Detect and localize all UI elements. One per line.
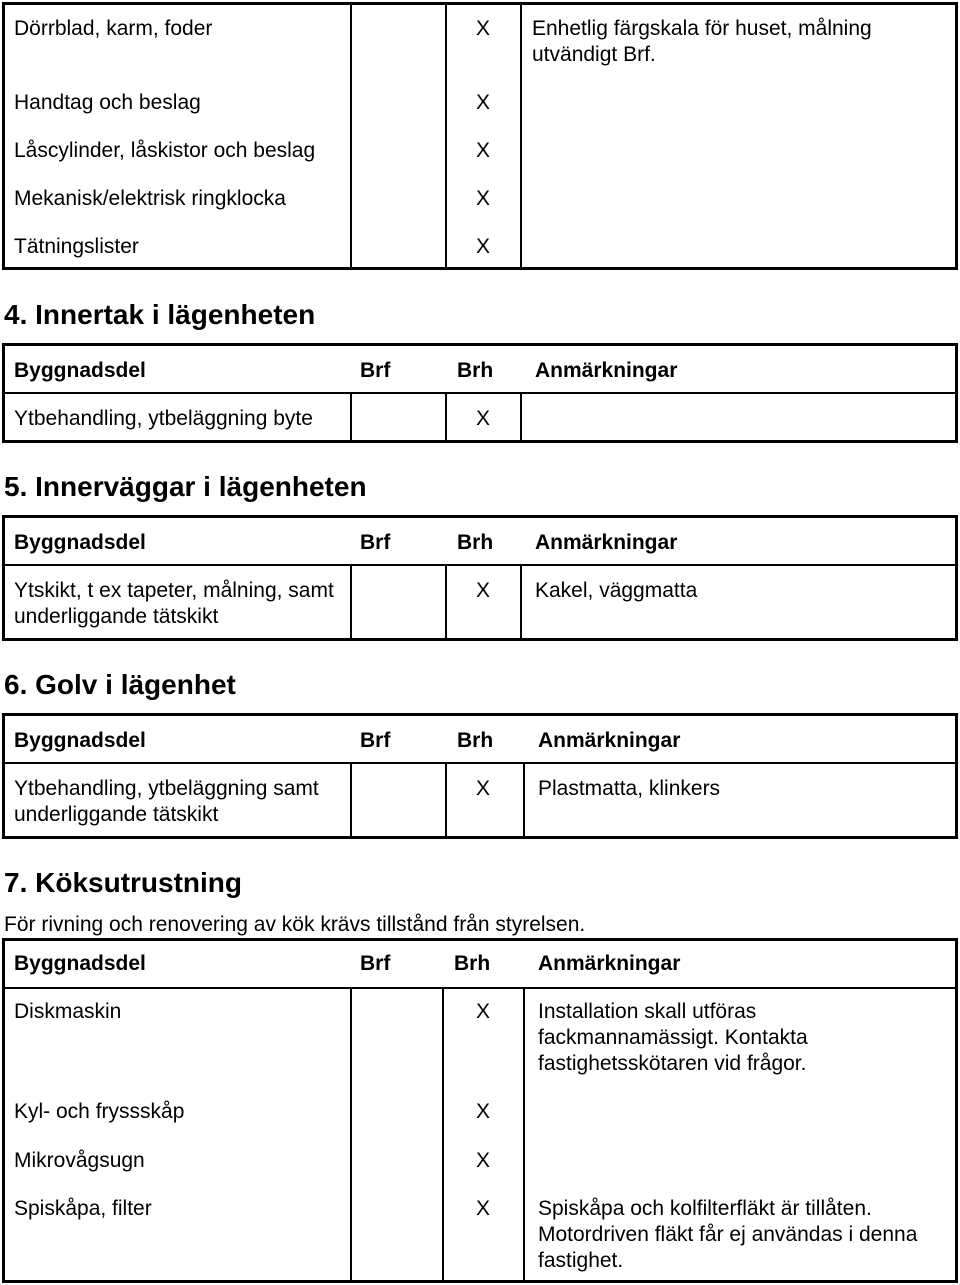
brh-mark: X <box>475 17 490 40</box>
table-divider <box>350 394 352 440</box>
header-notes: Anmärkningar <box>538 952 681 975</box>
door-table-divider <box>350 5 352 267</box>
door-table-divider <box>520 5 522 267</box>
floor-table <box>2 713 958 839</box>
header-rule <box>5 762 955 764</box>
table-divider <box>350 566 352 638</box>
brh-mark: X <box>475 139 490 162</box>
section-title: 7. Köksutrustning <box>4 867 243 898</box>
section-title: 5. Innerväggar i lägenheten <box>4 471 367 502</box>
ceiling-table <box>2 343 958 443</box>
table-divider <box>523 764 525 836</box>
header-rule <box>5 987 955 989</box>
table-cell-part: Handtag och beslag <box>14 91 201 114</box>
brh-mark: X <box>475 91 490 114</box>
table-divider <box>520 394 522 440</box>
table-divider <box>350 764 352 836</box>
header-brf: Brf <box>360 531 391 554</box>
brh-mark: X <box>475 1100 490 1123</box>
table-cell-part: Dörrblad, karm, foder <box>14 17 213 40</box>
table-cell-note: Installation skall utföras fackmannamässigt. Kontakta fastighetsskötaren vid frågor. <box>538 1000 808 1075</box>
brh-mark: X <box>475 407 490 430</box>
table-cell-note: Spiskåpa och kolfilterfläkt är tillåten. Motordriven fläkt får ej användas i denna fastighet. <box>538 1197 918 1272</box>
table-cell-part: Mekanisk/elektrisk ringklocka <box>14 187 286 210</box>
table-cell-note: Enhetlig färgskala för huset, målning utvändigt Brf. <box>532 17 872 66</box>
table-cell-note: Plastmatta, klinkers <box>538 777 721 800</box>
table-divider <box>520 566 522 638</box>
header-notes: Anmärkningar <box>538 729 681 752</box>
table-cell-note: Kakel, väggmatta <box>535 579 698 602</box>
header-notes: Anmärkningar <box>535 359 678 382</box>
door-table <box>2 2 958 270</box>
walls-table <box>2 515 958 641</box>
header-brh: Brh <box>454 952 491 975</box>
table-divider <box>523 989 525 1280</box>
header-part: Byggnadsdel <box>14 359 146 382</box>
table-cell-part: Ytskikt, t ex tapeter, målning, samt underliggande tätskikt <box>14 579 334 628</box>
table-cell-part: Mikrovågsugn <box>14 1149 145 1172</box>
header-brf: Brf <box>360 359 391 382</box>
table-divider <box>445 394 447 440</box>
brh-mark: X <box>475 187 490 210</box>
table-cell-part: Låscylinder, låskistor och beslag <box>14 139 316 162</box>
table-divider <box>445 566 447 638</box>
table-cell-part: Kyl- och fryssskåp <box>14 1100 185 1123</box>
header-rule <box>5 392 955 394</box>
brh-mark: X <box>475 777 490 800</box>
section-title: 4. Innertak i lägenheten <box>4 299 316 330</box>
door-table-divider <box>445 5 447 267</box>
header-notes: Anmärkningar <box>535 531 678 554</box>
table-cell-part: Ytbehandling, ytbeläggning byte <box>14 407 313 430</box>
table-divider <box>445 764 447 836</box>
header-brf: Brf <box>360 952 391 975</box>
header-brf: Brf <box>360 729 391 752</box>
header-rule <box>5 564 955 566</box>
brh-mark: X <box>475 235 490 258</box>
table-cell-part: Ytbehandling, ytbeläggning samt underliggande tätskikt <box>14 777 319 826</box>
table-cell-part: Tätningslister <box>14 235 139 258</box>
header-part: Byggnadsdel <box>14 952 146 975</box>
brh-mark: X <box>475 579 490 602</box>
brh-mark: X <box>475 1000 490 1023</box>
header-brh: Brh <box>457 531 494 554</box>
section-title: 6. Golv i lägenhet <box>4 669 236 700</box>
header-brh: Brh <box>457 729 494 752</box>
table-cell-part: Diskmaskin <box>14 1000 122 1023</box>
section-note: För rivning och renovering av kök krävs tillstånd från styrelsen. <box>4 913 586 936</box>
brh-mark: X <box>475 1149 490 1172</box>
brh-mark: X <box>475 1197 490 1220</box>
table-divider <box>350 989 352 1280</box>
header-brh: Brh <box>457 359 494 382</box>
kitchen-table <box>2 938 958 1283</box>
table-divider <box>442 989 444 1280</box>
table-cell-part: Spiskåpa, filter <box>14 1197 152 1220</box>
header-part: Byggnadsdel <box>14 729 146 752</box>
header-part: Byggnadsdel <box>14 531 146 554</box>
